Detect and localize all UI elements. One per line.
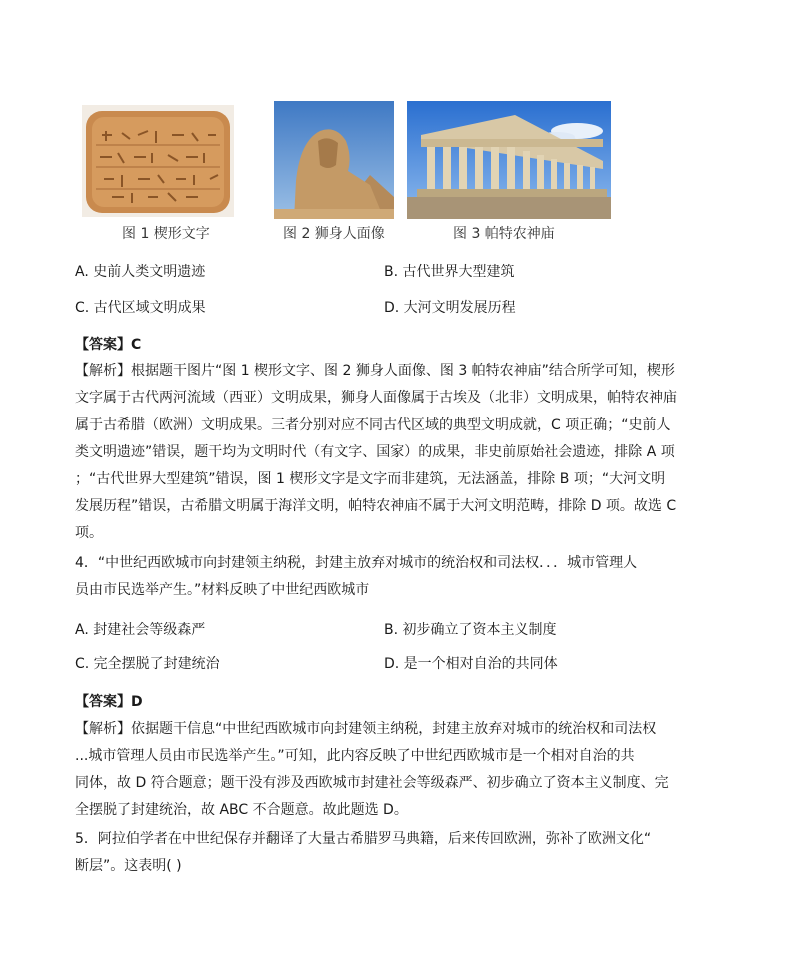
q4-option-a: A. 封建社会等级森严 xyxy=(75,622,206,638)
q4-stem xyxy=(75,550,637,604)
sphinx-image xyxy=(274,101,394,219)
q3-analysis-line: 项。 xyxy=(75,525,103,541)
q5-stem-line: 断层”。这表明( ) xyxy=(75,858,182,874)
q3-analysis-line: 类文明遗迹”错误，题干均为文明时代（有文字、国家）的成果，非史前原始社会遗迹，排除 A 项 xyxy=(75,444,675,460)
q4-option-d: D. 是一个相对自治的共同体 xyxy=(384,656,558,672)
q3-option-c: C. 古代区域文明成果 xyxy=(75,300,206,316)
q5-stem-line: 5．阿拉伯学者在中世纪保存并翻译了大量古希腊罗马典籍，后来传回欧洲，弥补了欧洲文化“ xyxy=(75,831,652,847)
figure-3-caption: 图 3 帕特农神庙 xyxy=(453,226,555,242)
q4-analysis xyxy=(75,716,669,824)
q3-analysis-line: 属于古希腊（欧洲）文明成果。三者分别对应不同古代区域的典型文明成就，C 项正确；“史前人 xyxy=(75,417,671,433)
figure-1-caption: 图 1 楔形文字 xyxy=(122,226,210,242)
q3-analysis-line: 【解析】根据题干图片“图 1 楔形文字、图 2 狮身人面像、图 3 帕特农神庙”结合所学可知，楔形 xyxy=(75,363,675,379)
q3-analysis-line: 文字属于古代两河流域（西亚）文明成果，狮身人面像属于古埃及（北非）文明成果，帕特农神庙 xyxy=(75,390,677,406)
q3-option-a: A. 史前人类文明遗迹 xyxy=(75,264,206,280)
figure-2-caption: 图 2 狮身人面像 xyxy=(283,226,385,242)
q4-analysis-line: 【解析】依据题干信息“中世纪西欧城市向封建领主纳税，封建主放弃对城市的统治权和司法权 xyxy=(75,721,657,737)
parthenon-image xyxy=(407,101,611,219)
q4-option-c: C. 完全摆脱了封建统治 xyxy=(75,656,220,672)
q5-stem xyxy=(75,826,651,880)
q3-analysis-line: ；“古代世界大型建筑”错误，图 1 楔形文字是文字而非建筑，无法涵盖，排除 B 项；“大河文明 xyxy=(75,471,666,487)
q4-answer: 【答案】D xyxy=(75,694,143,710)
q3-answer: 【答案】C xyxy=(75,337,142,353)
q4-option-b: B. 初步确立了资本主义制度 xyxy=(384,622,557,638)
q4-analysis-line: ...城市管理人员由市民选举产生。”可知，此内容反映了中世纪西欧城市是一个相对自治的共 xyxy=(75,748,635,764)
q3-analysis xyxy=(75,358,677,547)
cuneiform-tablet-image xyxy=(82,105,234,217)
q4-analysis-line: 全摆脱了封建统治，故 ABC 不合题意。故此题选 D。 xyxy=(75,802,408,818)
q3-analysis-line: 发展历程”错误，古希腊文明属于海洋文明，帕特农神庙不属于大河文明范畴，排除 D 项。故选 C xyxy=(75,498,677,514)
q4-stem-line: 员由市民选举产生。”材料反映了中世纪西欧城市 xyxy=(75,582,370,598)
q4-analysis-line: 同体，故 D 符合题意；题干没有涉及西欧城市封建社会等级森严、初步确立了资本主义制度、完 xyxy=(75,775,669,791)
q4-stem-line: 4．“中世纪西欧城市向封建领主纳税，封建主放弃对城市的统治权和司法权．．．城市管理人 xyxy=(75,555,638,571)
q3-option-d: D. 大河文明发展历程 xyxy=(384,300,516,316)
q3-option-b: B. 古代世界大型建筑 xyxy=(384,264,515,280)
